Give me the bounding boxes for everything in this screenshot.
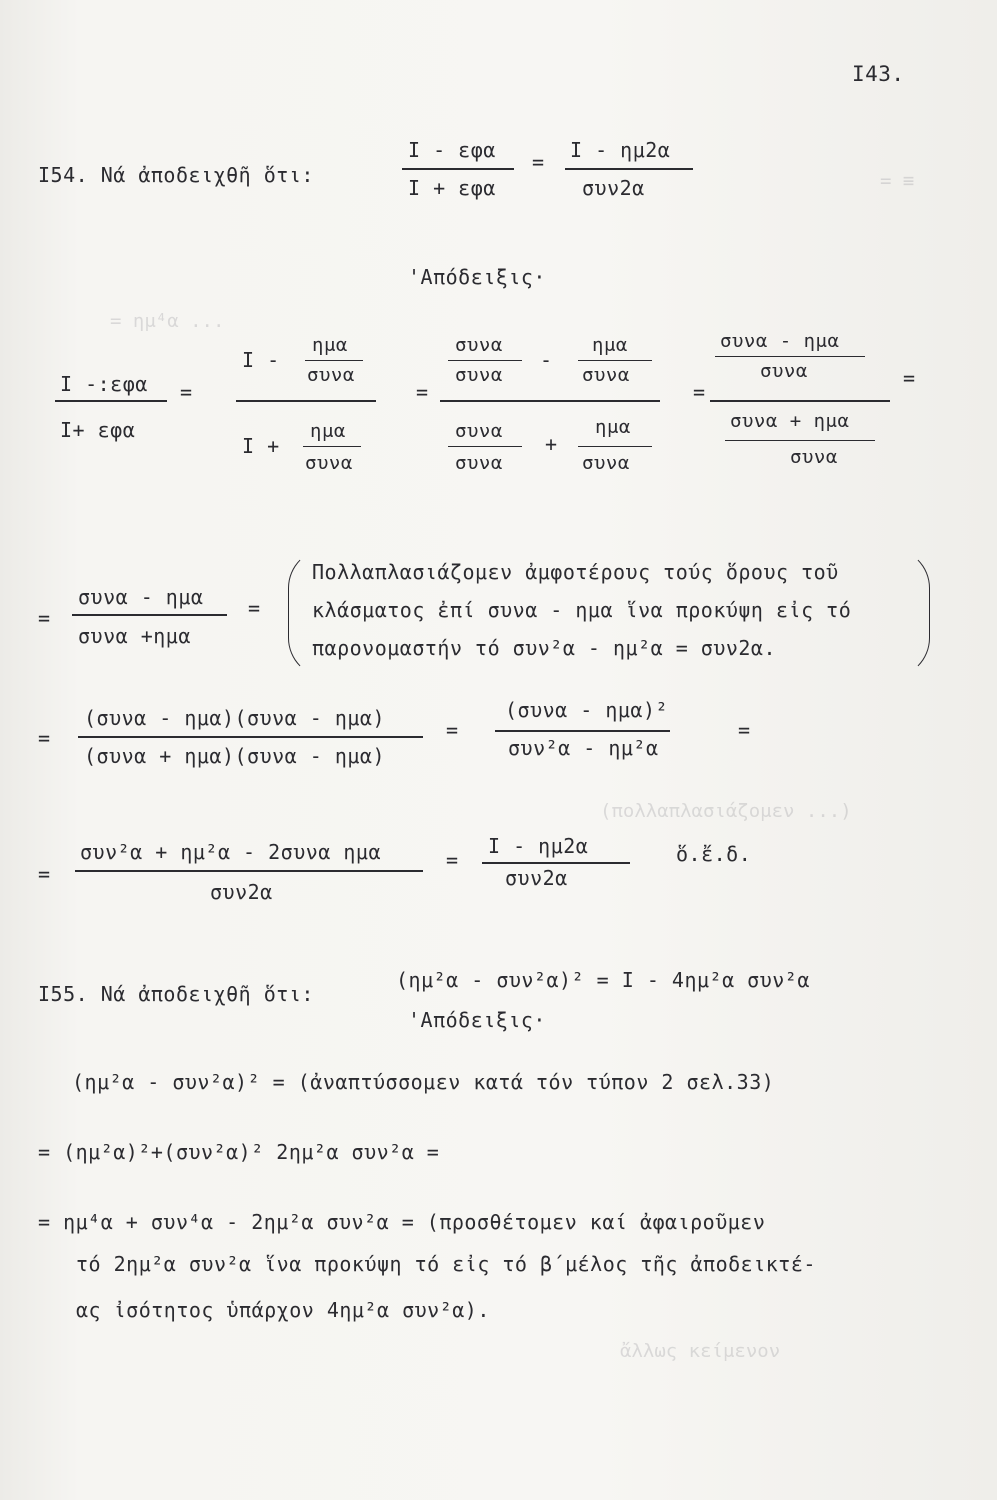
one-plus: I + [242,434,280,458]
fraction-denominator: συνα [582,364,630,386]
equals-sign: = [693,380,706,404]
note-line: κλάσματος ἐπί συνα - ημα ἵνα προκύψη εἰς τό [312,598,852,622]
fraction-bar [440,400,660,402]
equals-sign: = [416,380,429,404]
fraction-denominator: συνα [455,452,503,474]
bleed-through-text: ἄλλως κείμενον [620,1340,781,1362]
fraction-bar [495,730,670,732]
fraction-numerator: συνα [455,420,503,442]
fraction-bar [72,614,227,616]
equals-sign: = [38,606,51,630]
fraction-numerator: ημα [595,416,631,438]
problem-155-statement: (ημ²α - συν²α)² = I - 4ημ²α συν²α [396,968,810,992]
fraction-denominator: συνα [760,360,808,382]
equals-sign: = [38,862,51,886]
proof-line: (ημ²α - συν²α)² = (ἀναπτύσσομεν κατά τόν τύπον 2 σελ.33) [72,1070,775,1094]
fraction-denominator: συνα [305,452,353,474]
fraction-bar [578,360,652,361]
plus-sign: + [545,432,558,456]
fraction-bar [75,870,423,872]
equals-sign: = [180,380,193,404]
fraction-bar [78,736,423,738]
fraction-numerator: ημα [592,334,628,356]
fraction-bar [402,168,514,170]
fraction-denominator: συνα [307,364,355,386]
problem-155-heading: I55. Νά ἀποδειχθῆ ὅτι: [38,982,314,1006]
equals-sign: = [446,718,459,742]
fraction-denominator: συνα [790,446,838,468]
fraction-denominator: I + εφα [408,176,496,200]
equals-sign: = [446,848,459,872]
proof-line: τό 2ημ²α συν²α ἵνα προκύψη τό εἰς τό β΄μέλος τῆς ἀποδεικτέ- [76,1252,816,1276]
fraction-numerator: συνα + ημα [730,410,850,432]
fraction-numerator: συνα - ημα [78,585,204,609]
note-line: Πολλαπλασιάζομεν ἀμφοτέρους τούς ὅρους τοῦ [312,560,839,584]
fraction-numerator: (συνα - ημα)(συνα - ημα) [84,706,385,730]
bleed-through-text: = ≡ [880,170,915,192]
fraction-bar [725,440,875,441]
proof-title: 'Απόδειξις· [408,1008,546,1032]
fraction-bar [710,400,890,402]
fraction-numerator: I - εφα [408,138,496,162]
one-minus: I - [242,348,280,372]
fraction-bar [305,360,363,361]
fraction-bar [55,400,167,402]
fraction-numerator: I -:εφα [60,372,148,396]
fraction-bar [482,862,630,864]
fraction-numerator: συν²α + ημ²α - 2συνα ημα [80,840,381,864]
problem-154-heading: I54. Νά ἀποδειχθῆ ὅτι: [38,163,314,187]
fraction-bar [448,446,522,447]
fraction-denominator: συν2α [582,176,645,200]
fraction-denominator: συνα [582,452,630,474]
fraction-denominator: συνα [455,364,503,386]
fraction-denominator: συνα +ημα [78,624,191,648]
page-number: I43. [852,62,905,86]
equals-sign: = [248,596,261,620]
fraction-denominator: συν2α [505,866,568,890]
fraction-numerator: συνα [455,334,503,356]
fraction-bar [565,168,693,170]
fraction-numerator: ημα [312,334,348,356]
fraction-numerator: I - ημ2α [570,138,671,162]
proof-line: = (ημ²α)²+(συν²α)² 2ημ²α συν²α = [38,1140,440,1164]
equals-sign: = [532,150,545,174]
bleed-through-text: (πολλαπλασιάζομεν ...) [600,800,852,822]
fraction-numerator: (συνα - ημα)² [505,698,669,722]
fraction-bar [236,400,376,402]
fraction-numerator: I - ημ2α [488,834,589,858]
proof-line: ας ἰσότητος ὑπάρχον 4ημ²α συν²α). [76,1298,490,1322]
equals-sign: = [38,726,51,750]
bleed-through-text: = ημ⁴α ... [110,310,225,332]
equals-sign: = [903,366,916,390]
qed-mark: ὅ.ἔ.δ. [676,842,752,866]
fraction-numerator: ημα [310,420,346,442]
note-line: παρονομαστήν τό συν²α - ημ²α = συν2α. [312,636,777,660]
fraction-bar [715,356,865,357]
fraction-numerator: συνα - ημα [720,330,840,352]
proof-line: = ημ⁴α + συν⁴α - 2ημ²α συν²α = (προσθέτομεν καί ἀφαιροῦμεν [38,1210,766,1234]
minus-sign: - [540,348,553,372]
equals-sign: = [738,718,751,742]
proof-title: 'Απόδειξις· [408,265,546,289]
fraction-bar [578,446,652,447]
fraction-denominator: συν2α [210,880,273,904]
fraction-denominator: συν²α - ημ²α [508,736,659,760]
fraction-bar [448,360,522,361]
fraction-denominator: I+ εφα [60,418,136,442]
fraction-denominator: (συνα + ημα)(συνα - ημα) [84,744,385,768]
fraction-bar [303,446,361,447]
